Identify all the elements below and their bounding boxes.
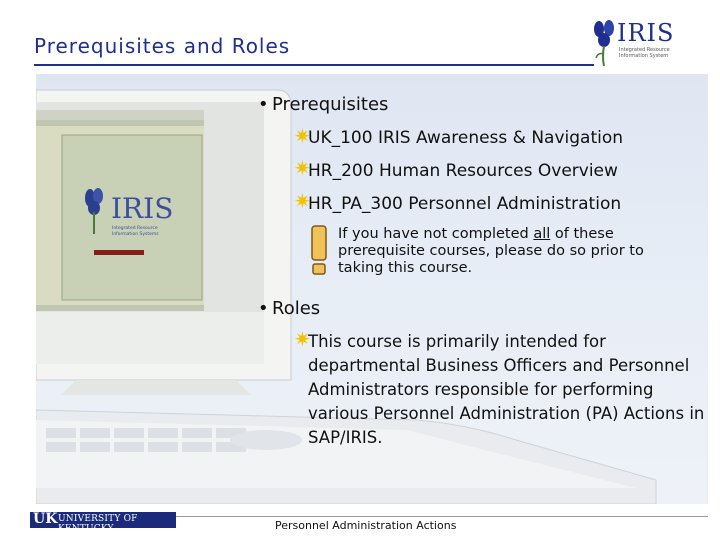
title-underline xyxy=(34,64,594,66)
bullet-dot-icon: • xyxy=(258,94,269,115)
star-bullet-icon: ✷ xyxy=(294,156,311,180)
logo-subtitle xyxy=(619,47,670,59)
prerequisites-heading-text: Prerequisites xyxy=(272,94,389,115)
computer-monitor-image xyxy=(36,80,316,410)
prerequisites-heading xyxy=(258,94,389,115)
roles-heading-text: Roles xyxy=(272,298,321,319)
note-text-after: of these prerequisite courses, please do so prior to taking this course. xyxy=(338,226,644,276)
star-bullet-icon: ✷ xyxy=(294,189,311,213)
roles-description: This course is primarily intended for departmental Business Officers and Personnel Administrators responsible for performing various Personnel Administration (PA) Actions in SAP/IRIS. xyxy=(308,332,705,447)
iris-flower-icon xyxy=(592,20,618,66)
footer-caption: Personnel Administration Actions xyxy=(275,519,457,532)
screen-logo-sub-2: Information Systems xyxy=(112,232,159,237)
logo-subtitle-line-1: Integrated Resource xyxy=(619,47,670,53)
bullet-dot-icon: • xyxy=(258,298,269,319)
note-text-before: If you have not completed xyxy=(338,226,534,242)
prerequisite-course-3: HR_PA_300 Personnel Administration xyxy=(308,194,622,214)
screen-logo-sub-1: Integrated Resource xyxy=(112,226,158,231)
screen-logo-word: IRIS xyxy=(111,192,174,225)
slide-title: Prerequisites and Roles xyxy=(34,34,291,58)
university-of-kentucky-logo xyxy=(30,511,176,534)
logo-word: IRIS xyxy=(617,19,675,47)
star-bullet-icon: ✷ xyxy=(294,327,311,351)
uk-mark: UK xyxy=(33,511,58,527)
note-emphasis: all xyxy=(533,226,551,242)
university-name: UNIVERSITY OF KENTUCKY xyxy=(58,514,138,534)
logo-subtitle-line-2: Information System xyxy=(619,53,669,59)
iris-logo xyxy=(592,19,675,66)
roles-heading xyxy=(258,298,321,319)
star-bullet-icon: ✷ xyxy=(294,124,311,148)
prerequisite-note xyxy=(338,226,688,277)
prerequisite-course-1: UK_100 IRIS Awareness & Navigation xyxy=(308,128,624,148)
prerequisite-course-2: HR_200 Human Resources Overview xyxy=(308,161,618,181)
exclamation-icon xyxy=(308,224,330,276)
